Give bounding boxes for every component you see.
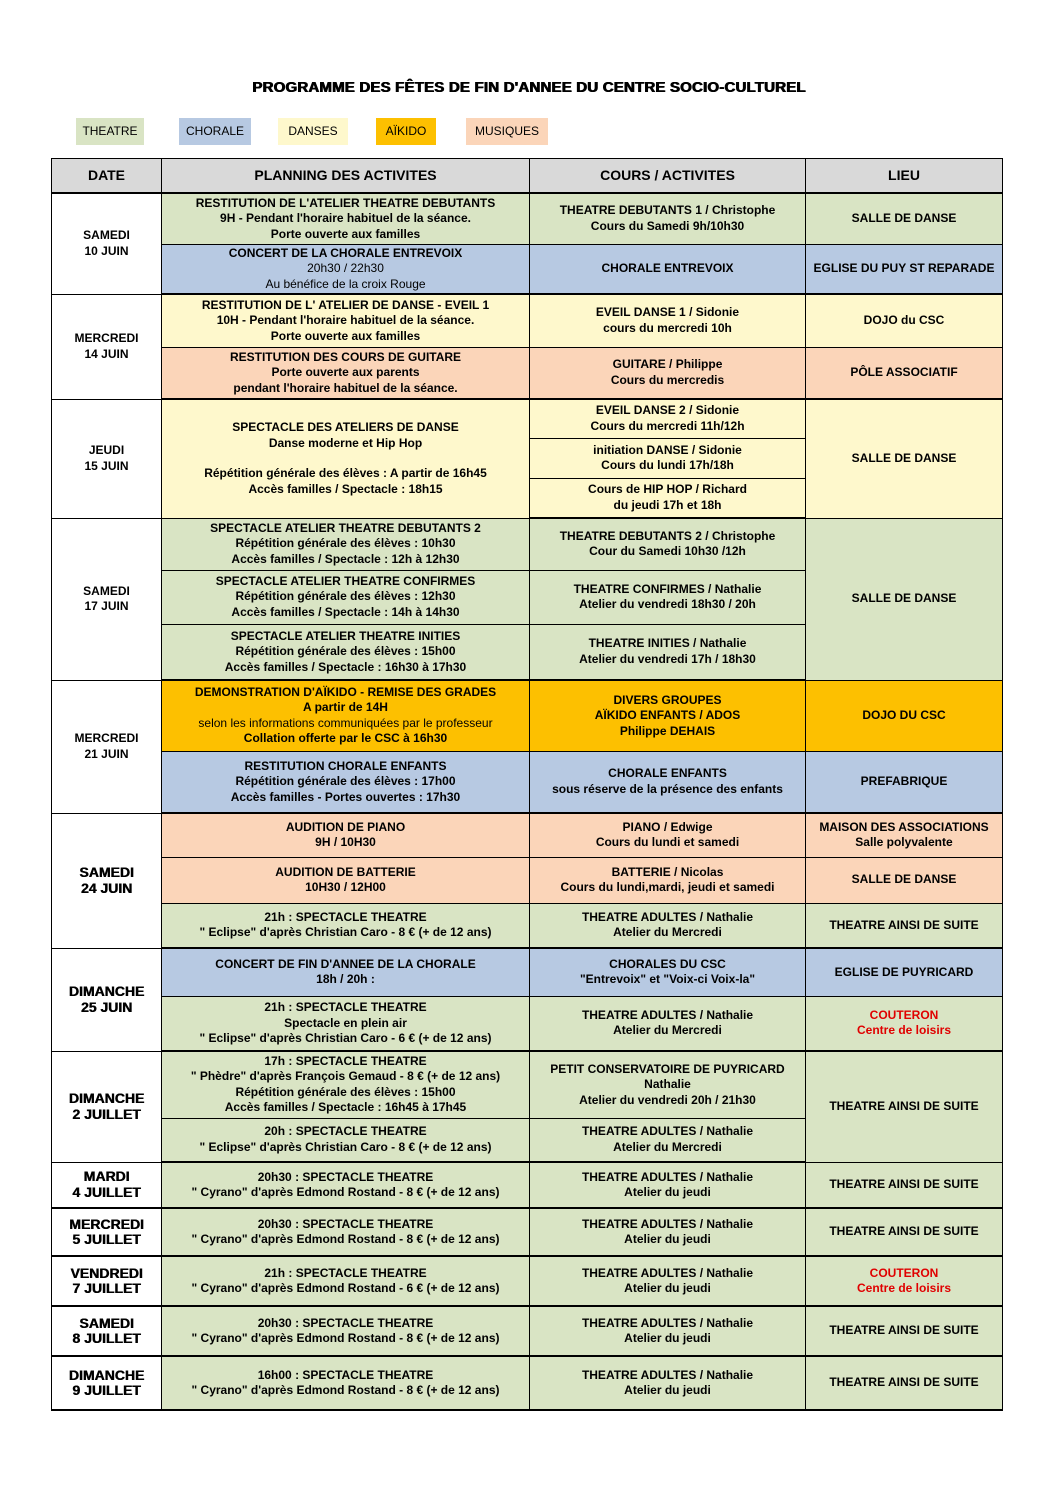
planning-line: Porte ouverte aux familles bbox=[270, 226, 421, 241]
planning-cell bbox=[162, 294, 530, 347]
planning-line: Accès familles / Spectacle : 14h à 14h30 bbox=[231, 604, 460, 619]
cours-cell bbox=[530, 857, 806, 903]
date-cell bbox=[52, 1162, 162, 1208]
lieu-cell: THEATRE AINSI DE SUITE bbox=[806, 1208, 1003, 1256]
planning-cell bbox=[162, 948, 530, 996]
cours-cell bbox=[530, 948, 806, 996]
planning-cell bbox=[162, 399, 530, 518]
cours-line: Atelier du jeudi bbox=[624, 1281, 711, 1295]
planning-cell bbox=[162, 347, 530, 399]
planning-line: Accès familles / Spectacle : 16h30 à 17h30 bbox=[224, 659, 467, 674]
planning-line: Accès familles / Spectacle : 12h à 12h30 bbox=[231, 551, 460, 566]
cours-cell bbox=[530, 1356, 806, 1410]
table-row bbox=[52, 399, 1003, 438]
cours-cell bbox=[530, 570, 806, 624]
planning-line: 10H - Pendant l'horaire habituel de la séance. bbox=[216, 313, 475, 327]
planning-line: RESTITUTION CHORALE ENFANTS bbox=[244, 758, 447, 773]
planning-cell bbox=[162, 813, 530, 857]
cours-line: Atelier du Mercredi bbox=[613, 1023, 722, 1038]
table-row bbox=[52, 857, 1003, 903]
table-row bbox=[52, 903, 1003, 948]
lieu-line: Centre de loisirs bbox=[856, 1023, 952, 1038]
cours-line: Cours du lundi et samedi bbox=[595, 835, 740, 850]
planning-line: A partir de 14H bbox=[303, 700, 388, 715]
planning-line: 18h / 20h : bbox=[316, 972, 375, 987]
cours-cell bbox=[530, 478, 806, 518]
planning-cell bbox=[162, 1356, 530, 1410]
planning-line: " Cyrano" d'après Edmond Rostand - 6 € (+ de 12 ans) bbox=[191, 1281, 500, 1295]
planning-line: Accès familles / Spectacle : 18h15 bbox=[248, 481, 443, 496]
header-date: DATE bbox=[52, 159, 162, 194]
planning-line: SPECTACLE ATELIER THEATRE DEBUTANTS 2 bbox=[210, 520, 481, 535]
cours-line: BATTERIE / Nicolas bbox=[611, 864, 724, 879]
date-day: SAMEDI bbox=[79, 864, 134, 880]
planning-line: Porte ouverte aux parents bbox=[271, 365, 420, 379]
table-row bbox=[52, 244, 1003, 294]
planning-line: 20h30 : SPECTACLE THEATRE bbox=[257, 1315, 434, 1330]
planning-cell bbox=[162, 1256, 530, 1306]
table-row bbox=[52, 948, 1003, 996]
cours-cell bbox=[530, 193, 806, 244]
planning-line: 21h : SPECTACLE THEATRE bbox=[264, 909, 427, 924]
legend-theatre: THEATRE bbox=[76, 118, 144, 145]
cours-cell bbox=[530, 996, 806, 1051]
planning-line: RESTITUTION DES COURS DE GUITARE bbox=[229, 349, 462, 364]
cours-line: Atelier du vendredi 17h / 18h30 bbox=[579, 651, 756, 666]
lieu-cell bbox=[806, 813, 1003, 857]
cours-line: Atelier du jeudi bbox=[624, 1383, 711, 1397]
planning-cell bbox=[162, 857, 530, 903]
planning-line: Répétition générale des élèves : 17h00 bbox=[235, 774, 456, 788]
planning-line: RESTITUTION DE L' ATELIER DE DANSE - EVEIL 1 bbox=[201, 297, 490, 312]
planning-line: CONCERT DE FIN D'ANNEE DE LA CHORALE bbox=[215, 956, 476, 971]
lieu-cell: PREFABRIQUE bbox=[806, 751, 1003, 813]
planning-cell bbox=[162, 903, 530, 948]
planning-line: Porte ouverte aux familles bbox=[270, 328, 421, 343]
table-row bbox=[52, 1356, 1003, 1410]
planning-line: CONCERT DE LA CHORALE ENTREVOIX bbox=[228, 245, 463, 260]
date-day: MERCREDI bbox=[74, 731, 139, 745]
table-row bbox=[52, 193, 1003, 244]
lieu-cell: THEATRE AINSI DE SUITE bbox=[806, 1356, 1003, 1410]
planning-cell bbox=[162, 193, 530, 244]
date-cell bbox=[52, 193, 162, 294]
date-cell bbox=[52, 1051, 162, 1162]
lieu-cell: DOJO DU CSC bbox=[806, 680, 1003, 751]
planning-cell bbox=[162, 570, 530, 624]
table-row bbox=[52, 680, 1003, 751]
date-date: 4 JUILLET bbox=[72, 1183, 141, 1200]
cours-line: Cour du Samedi 10h30 /12h bbox=[589, 544, 746, 559]
date-cell bbox=[52, 399, 162, 518]
cours-line: Atelier du jeudi bbox=[624, 1185, 711, 1199]
planning-line: 20h : SPECTACLE THEATRE bbox=[264, 1124, 427, 1139]
cours-line: Atelier du Mercredi bbox=[613, 1139, 722, 1154]
table-row bbox=[52, 1256, 1003, 1306]
cours-line: du jeudi 17h et 18h bbox=[613, 497, 722, 512]
planning-line: 20h30 : SPECTACLE THEATRE bbox=[257, 1216, 434, 1231]
date-day: DIMANCHE bbox=[68, 1090, 145, 1106]
planning-line: Accès familles - Portes ouvertes : 17h30 bbox=[230, 789, 461, 804]
lieu-line: Centre de loisirs bbox=[856, 1281, 952, 1295]
cours-line: GUITARE / Philippe bbox=[612, 357, 723, 372]
lieu-cell: SALLE DE DANSE bbox=[806, 193, 1003, 244]
cours-line: PETIT CONSERVATOIRE DE PUYRICARD bbox=[550, 1061, 785, 1076]
lieu-cell: EGLISE DE PUYRICARD bbox=[806, 948, 1003, 996]
planning-line: AUDITION DE PIANO bbox=[285, 819, 406, 834]
date-date: 24 JUIN bbox=[80, 879, 133, 896]
date-day: MARDI bbox=[83, 1168, 130, 1185]
cours-cell bbox=[530, 438, 806, 478]
planning-line: SPECTACLE ATELIER THEATRE CONFIRMES bbox=[215, 573, 476, 588]
date-day: VENDREDI bbox=[70, 1264, 143, 1281]
cours-line: EVEIL DANSE 2 / Sidonie bbox=[595, 403, 740, 418]
cours-cell bbox=[530, 518, 806, 570]
cours-cell bbox=[530, 751, 806, 813]
cours-line: Atelier du jeudi bbox=[624, 1331, 711, 1345]
table-row bbox=[52, 1208, 1003, 1256]
date-day: SAMEDI bbox=[83, 583, 130, 598]
cours-line: Atelier du Mercredi bbox=[613, 925, 722, 940]
cours-cell bbox=[530, 813, 806, 857]
cours-cell bbox=[530, 347, 806, 399]
planning-line: Répétition générale des élèves : 10h30 bbox=[235, 536, 456, 551]
cours-line: PIANO / Edwige bbox=[622, 819, 713, 834]
legend-musiques: MUSIQUES bbox=[466, 118, 548, 145]
header-planning: PLANNING DES ACTIVITES bbox=[162, 159, 530, 194]
date-date: 10 JUIN bbox=[84, 243, 129, 258]
date-day: SAMEDI bbox=[79, 1314, 134, 1331]
planning-cell bbox=[162, 1051, 530, 1118]
cours-line: Philippe DEHAIS bbox=[619, 723, 716, 738]
lieu-line: Salle polyvalente bbox=[855, 835, 953, 850]
header-row bbox=[52, 159, 1003, 194]
cours-line: Atelier du vendredi 20h / 21h30 bbox=[579, 1092, 756, 1107]
date-cell bbox=[52, 518, 162, 680]
cours-line: Atelier du jeudi bbox=[624, 1232, 711, 1246]
planning-line: 20h30 / 22h30 bbox=[307, 261, 384, 275]
planning-line: 21h : SPECTACLE THEATRE bbox=[264, 1000, 427, 1014]
planning-line: Au bénéfice de la croix Rouge bbox=[265, 276, 426, 291]
lieu-cell bbox=[806, 996, 1003, 1051]
cours-line: THEATRE ADULTES / Nathalie bbox=[581, 1367, 754, 1382]
lieu-cell: SALLE DE DANSE bbox=[806, 399, 1003, 518]
planning-line: Spectacle en plein air bbox=[284, 1015, 407, 1030]
cours-line: Cours de HIP HOP / Richard bbox=[588, 482, 747, 497]
planning-line: SPECTACLE ATELIER THEATRE INITIES bbox=[230, 628, 461, 643]
cours-line: THEATRE INITIES / Nathalie bbox=[588, 636, 747, 651]
planning-line: SPECTACLE DES ATELIERS DE DANSE bbox=[232, 420, 459, 435]
table-row bbox=[52, 751, 1003, 813]
date-cell bbox=[52, 813, 162, 948]
cours-cell bbox=[530, 1162, 806, 1208]
date-cell bbox=[52, 1208, 162, 1256]
cours-line: initiation DANSE / Sidonie bbox=[593, 442, 742, 457]
planning-cell bbox=[162, 518, 530, 570]
cours-line: THEATRE ADULTES / Nathalie bbox=[581, 909, 754, 924]
planning-line: 17h : SPECTACLE THEATRE bbox=[264, 1053, 427, 1068]
planning-line: Répétition générale des élèves : 15h00 bbox=[235, 1084, 456, 1099]
legend-aikido: AÏKIDO bbox=[376, 118, 436, 145]
cours-line: CHORALES DU CSC bbox=[609, 956, 726, 971]
planning-line: Danse moderne et Hip Hop bbox=[268, 435, 423, 450]
planning-line: RESTITUTION DE L'ATELIER THEATRE DEBUTANTS bbox=[195, 195, 496, 210]
lieu-line: MAISON DES ASSOCIATIONS bbox=[819, 819, 989, 834]
date-date: 9 JUILLET bbox=[72, 1382, 141, 1398]
schedule-table bbox=[51, 158, 1003, 1411]
cours-line: CHORALE ENFANTS bbox=[608, 766, 727, 781]
date-cell bbox=[52, 948, 162, 1051]
cours-line: THEATRE ADULTES / Nathalie bbox=[581, 1007, 754, 1022]
cours-cell bbox=[530, 399, 806, 438]
planning-line: selon les informations communiquées par le professeur bbox=[198, 715, 493, 730]
cours-cell: CHORALE ENTREVOIX bbox=[530, 244, 806, 294]
legend-chorale: CHORALE bbox=[179, 118, 251, 145]
planning-line: Répétition générale des élèves : 12h30 bbox=[235, 589, 456, 604]
planning-cell bbox=[162, 751, 530, 813]
cours-cell bbox=[530, 1208, 806, 1256]
planning-line: " Eclipse" d'après Christian Caro - 8 € (+ de 12 ans) bbox=[199, 925, 492, 940]
cours-cell bbox=[530, 903, 806, 948]
cours-line: THEATRE CONFIRMES / Nathalie bbox=[573, 581, 762, 596]
cours-line: cours du mercredi 10h bbox=[603, 320, 732, 335]
lieu-cell: THEATRE AINSI DE SUITE bbox=[806, 1162, 1003, 1208]
planning-line: 9H / 10H30 bbox=[315, 835, 376, 850]
page-title: PROGRAMME DES FÊTES DE FIN D'ANNEE DU CENTRE SOCIO-CULTUREL bbox=[252, 79, 806, 96]
table-row bbox=[52, 347, 1003, 399]
header-cours: COURS / ACTIVITES bbox=[530, 159, 806, 194]
cours-cell bbox=[530, 1051, 806, 1118]
lieu-cell: THEATRE AINSI DE SUITE bbox=[806, 1306, 1003, 1356]
cours-line: THEATRE ADULTES / Nathalie bbox=[581, 1169, 754, 1184]
planning-cell bbox=[162, 1306, 530, 1356]
planning-cell bbox=[162, 1208, 530, 1256]
planning-line: 20h30 : SPECTACLE THEATRE bbox=[257, 1169, 434, 1184]
planning-line: Répétition générale des élèves : A partir de 16h45 bbox=[204, 466, 487, 481]
cours-line: Cours du mercredi 11h/12h bbox=[590, 418, 745, 433]
cours-line: Cours du mercredis bbox=[610, 372, 725, 387]
cours-line: Nathalie bbox=[644, 1077, 691, 1091]
cours-cell bbox=[530, 624, 806, 680]
cours-line: Cours du lundi 17h/18h bbox=[601, 458, 734, 472]
planning-line: Répétition générale des élèves : 15h00 bbox=[235, 644, 456, 658]
date-day: JEUDI bbox=[88, 443, 125, 457]
lieu-cell: SALLE DE DANSE bbox=[806, 857, 1003, 903]
table-row bbox=[52, 996, 1003, 1051]
date-cell bbox=[52, 1306, 162, 1356]
date-day: DIMANCHE bbox=[68, 983, 145, 999]
cours-line: sous réserve de la présence des enfants bbox=[552, 781, 783, 796]
cours-line: EVEIL DANSE 1 / Sidonie bbox=[595, 305, 740, 320]
cours-cell bbox=[530, 680, 806, 751]
legend-danses: DANSES bbox=[278, 118, 348, 145]
date-date: 8 JUILLET bbox=[72, 1330, 141, 1346]
table-row bbox=[52, 1162, 1003, 1208]
cours-line: "Entrevoix" et "Voix-ci Voix-la" bbox=[579, 972, 756, 987]
date-date: 17 JUIN bbox=[84, 599, 129, 613]
cours-line: THEATRE ADULTES / Nathalie bbox=[581, 1216, 754, 1231]
lieu-cell: EGLISE DU PUY ST REPARADE bbox=[806, 244, 1003, 294]
planning-line: " Eclipse" d'après Christian Caro - 6 € (+ de 12 ans) bbox=[199, 1031, 492, 1045]
cours-line: DIVERS GROUPES bbox=[613, 692, 722, 707]
spacer bbox=[165, 451, 526, 466]
cours-line: THEATRE DEBUTANTS 1 / Christophe bbox=[559, 203, 776, 218]
cours-line: THEATRE ADULTES / Nathalie bbox=[581, 1124, 754, 1139]
planning-line: AUDITION DE BATTERIE bbox=[275, 864, 416, 879]
date-day: SAMEDI bbox=[83, 228, 130, 243]
date-date: 25 JUIN bbox=[80, 998, 133, 1015]
lieu-cell: DOJO du CSC bbox=[806, 294, 1003, 347]
planning-line: Accès familles / Spectacle : 16h45 à 17h45 bbox=[224, 1100, 467, 1115]
table-row bbox=[52, 294, 1003, 347]
planning-cell bbox=[162, 996, 530, 1051]
planning-cell bbox=[162, 1162, 530, 1208]
date-date: 14 JUIN bbox=[84, 346, 129, 361]
cours-line: Atelier du vendredi 18h30 / 20h bbox=[579, 597, 756, 611]
planning-line: DEMONSTRATION D'AÏKIDO - REMISE DES GRADES bbox=[194, 684, 497, 699]
lieu-line: COUTERON bbox=[869, 1007, 939, 1022]
date-date: 21 JUIN bbox=[84, 746, 129, 761]
table-row bbox=[52, 1306, 1003, 1356]
cours-line: Cours du Samedi 9h/10h30 bbox=[590, 218, 745, 233]
date-date: 2 JUILLET bbox=[72, 1105, 141, 1122]
cours-line: AÏKIDO ENFANTS / ADOS bbox=[594, 708, 741, 722]
date-day: DIMANCHE bbox=[68, 1366, 145, 1383]
cours-cell bbox=[530, 294, 806, 347]
table-row bbox=[52, 518, 1003, 570]
lieu-cell bbox=[806, 1256, 1003, 1306]
cours-line: THEATRE ADULTES / Nathalie bbox=[581, 1265, 754, 1280]
planning-line: " Eclipse" d'après Christian Caro - 8 € (+ de 12 ans) bbox=[199, 1139, 492, 1154]
date-cell bbox=[52, 1256, 162, 1306]
lieu-cell: SALLE DE DANSE bbox=[806, 518, 1003, 680]
date-day: MERCREDI bbox=[69, 1215, 144, 1232]
planning-line: " Cyrano" d'après Edmond Rostand - 8 € (+ de 12 ans) bbox=[191, 1232, 500, 1246]
planning-line: 21h : SPECTACLE THEATRE bbox=[264, 1265, 427, 1280]
cours-cell bbox=[530, 1118, 806, 1162]
planning-line: 9H - Pendant l'horaire habituel de la séance. bbox=[220, 211, 471, 225]
table-row bbox=[52, 1051, 1003, 1118]
planning-cell bbox=[162, 1118, 530, 1162]
planning-line: " Phèdre" d'après François Gemaud - 8 € (+ de 12 ans) bbox=[190, 1069, 501, 1084]
date-date: 15 JUIN bbox=[84, 458, 129, 473]
date-day: MERCREDI bbox=[74, 331, 139, 345]
date-date: 5 JUILLET bbox=[72, 1231, 141, 1247]
lieu-line: COUTERON bbox=[869, 1265, 939, 1280]
planning-line: 10H30 / 12H00 bbox=[305, 880, 386, 894]
cours-cell bbox=[530, 1256, 806, 1306]
date-cell bbox=[52, 680, 162, 813]
header-lieu: LIEU bbox=[806, 159, 1003, 194]
planning-line: Collation offerte par le CSC à 16h30 bbox=[243, 731, 448, 746]
planning-cell bbox=[162, 680, 530, 751]
planning-line: pendant l'horaire habituel de la séance. bbox=[233, 380, 458, 395]
cours-line: THEATRE ADULTES / Nathalie bbox=[581, 1315, 754, 1330]
date-cell bbox=[52, 1356, 162, 1410]
planning-line: " Cyrano" d'après Edmond Rostand - 8 € (+ de 12 ans) bbox=[191, 1185, 500, 1199]
planning-line: " Cyrano" d'après Edmond Rostand - 8 € (+ de 12 ans) bbox=[191, 1383, 500, 1397]
planning-line: " Cyrano" d'après Edmond Rostand - 8 € (+ de 12 ans) bbox=[191, 1331, 500, 1345]
date-date: 7 JUILLET bbox=[72, 1280, 141, 1296]
planning-line: 16h00 : SPECTACLE THEATRE bbox=[257, 1367, 434, 1382]
planning-cell bbox=[162, 244, 530, 294]
cours-line: THEATRE DEBUTANTS 2 / Christophe bbox=[559, 528, 776, 543]
planning-cell bbox=[162, 624, 530, 680]
cours-cell bbox=[530, 1306, 806, 1356]
lieu-cell: PÔLE ASSOCIATIF bbox=[806, 347, 1003, 399]
table-row bbox=[52, 813, 1003, 857]
lieu-cell: THEATRE AINSI DE SUITE bbox=[806, 903, 1003, 948]
lieu-cell: THEATRE AINSI DE SUITE bbox=[806, 1051, 1003, 1162]
date-cell bbox=[52, 294, 162, 399]
cours-line: Cours du lundi,mardi, jeudi et samedi bbox=[560, 880, 775, 894]
